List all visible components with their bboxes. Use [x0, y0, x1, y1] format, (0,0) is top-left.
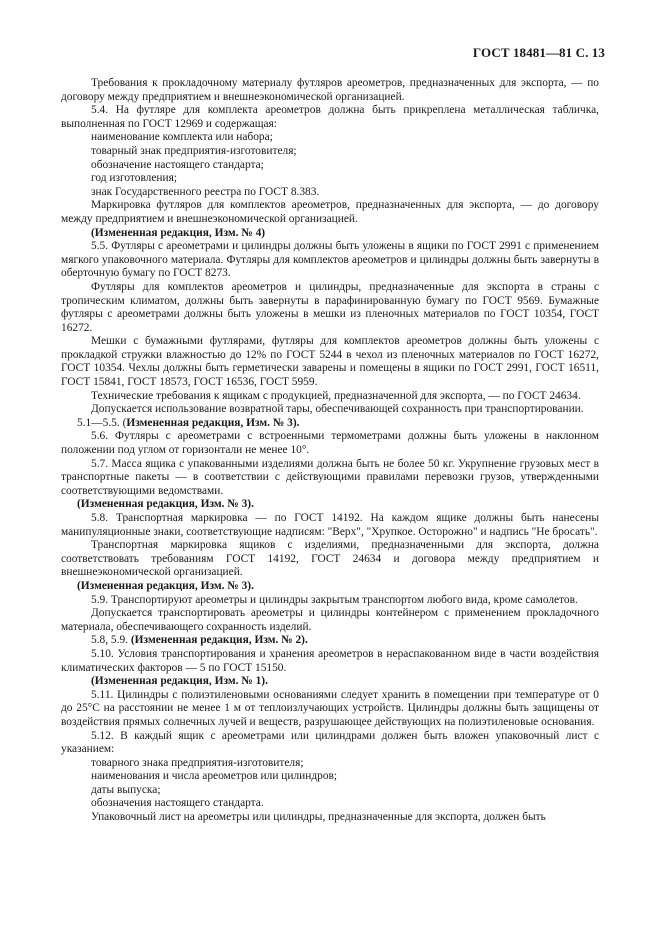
paragraph	[61, 634, 599, 648]
paragraph: Футляры для комплектов ареометров и цилиндры, предназначенные для экспорта в страны с тропическим климатом, должны быть завернуты в парафинированную бумагу по ГОСТ 9569. Бумажные футляры с ареометрами должны быть уложены в мешки из пленочных материалов по ГОСТ 10354, ГОСТ 16272.	[61, 280, 599, 334]
list-item: даты выпуска;	[91, 783, 161, 796]
paragraph: (Измененная редакция, Изм. № 3).	[77, 498, 254, 511]
paragraph: 5.10. Условия транспортирования и хранения ареометров в нераспакованном виде в части воздействия климатических факторов — 5 по ГОСТ 15150.	[61, 647, 599, 674]
paragraph: Допускается транспортировать ареометры и цилиндры контейнером с применением прокладочного материала, обеспечивающего сохранность изделий.	[61, 607, 599, 633]
revision-note: Измененная редакция, Изм. № 3).	[126, 416, 300, 429]
section-ref: 5.8, 5.9.	[91, 634, 131, 647]
paragraph: Упаковочный лист на ареометры или цилиндры, предназначенные для экспорта, должен быть	[91, 811, 546, 824]
paragraph: Допускается использование возвратной тары, обеспечивающей сохранность при транспортировании.	[91, 403, 584, 416]
paragraph	[61, 417, 599, 431]
paragraph: (Измененная редакция, Изм. № 3).	[77, 579, 254, 592]
revision-note: (Измененная редакция, Изм. № 2).	[130, 634, 308, 647]
paragraph: Требования к прокладочному материалу футляров ареометров, предназначенных для экспорта, — по договору между предприятием и внешнеэкономической организацией.	[61, 77, 599, 103]
list-item: наименование комплекта или набора;	[91, 131, 273, 144]
paragraph: Маркировка футляров для комплектов ареометров, предназначенных для экспорта, — до договору между предприятием и внешнеэкономической организацией.	[61, 199, 599, 225]
paragraph: (Измененная редакция, Изм. № 1).	[91, 675, 268, 688]
paragraph: 5.11. Цилиндры с полиэтиленовыми основаниями следует хранить в помещении при температуре от 0 до 25°С на расстоянии не менее 1 м от теплоизлучающих устройств. Цилиндры должны быть защищены от воздействия прямых солнечных лучей и веществ, разрушающее действующих на полиэтиленовые основания.	[61, 688, 599, 728]
paragraph: 5.6. Футляры с ареометрами с встроенными термометрами должны быть уложены в наклонном положении под углом от горизонтали не менее 10°.	[61, 430, 599, 457]
paragraph: Технические требования к ящикам с продукцией, предназначенной для экспорта, — по ГОСТ 24634.	[91, 389, 581, 402]
paragraph: 5.5. Футляры с ареометрами и цилиндры должны быть уложены в ящики по ГОСТ 2991 с применением мягкого упаковочного материала. Футляры для комплектов ареометров и цилиндры должны быть завернуты в оберточную бумагу по ГОСТ 8273.	[61, 240, 599, 280]
paragraph: 5.9. Транспортируют ареометры и цилиндры закрытым транспортом любого вида, кроме самолетов.	[91, 593, 578, 606]
section-ref: 5.1—5.5. (	[77, 416, 127, 429]
list-item: товарного знака предприятия-изготовителя;	[91, 756, 304, 769]
paragraph: 5.8. Транспортная маркировка — по ГОСТ 14192. На каждом ящике должны быть нанесены манипуляционные знаки, соответствующие надписям: "Верх", "Хрупкое. Осторожно" и надпись "Не бросать".	[61, 512, 599, 538]
paragraph: 5.12. В каждый ящик с ареометрами или цилиндрами должен быть вложен упаковочный лист с указанием:	[61, 729, 599, 756]
paragraph: (Измененная редакция, Изм. № 4)	[91, 226, 266, 239]
list-item: обозначение настоящего стандарта;	[91, 158, 264, 171]
paragraph: 5.7. Масса ящика с упакованными изделиями должна быть не более 50 кг. Укрупнение грузовых мест в транспортные пакеты — в соответствии с действующими правилами перевозки грузов, утвержденными соответствующими ведомствами.	[61, 457, 599, 497]
list-item: товарный знак предприятия-изготовителя;	[91, 144, 297, 157]
list-item: наименования и числа ареометров или цилиндров;	[91, 770, 338, 783]
paragraph: 5.4. На футляре для комплекта ареометров должна быть прикреплена металлическая табличка, выполненная по ГОСТ 12969 и содержащая:	[61, 104, 599, 130]
list-item: год изготовления;	[91, 172, 178, 185]
list-item: обозначения настоящего стандарта.	[91, 797, 264, 810]
paragraph: Транспортная маркировка ящиков с изделиями, предназначенными для экспорта, должна соответствовать требованиям ГОСТ 14192, ГОСТ 24634 и договора между предприятием и внешнеэкономической организацией.	[61, 539, 599, 579]
list-item: знак Государственного реестра по ГОСТ 8.383.	[91, 185, 320, 198]
page-header: ГОСТ 18481—81 С. 13	[472, 45, 605, 60]
paragraph: Мешки с бумажными футлярами, футляры для комплектов ареометров должны быть уложены с прокладкой стружки влажностью до 12% по ГОСТ 5244 в чехол из пленочных материалов по ГОСТ 16272, ГОСТ 10354. Чехлы должны быть герметически заварены и помещены в ящики по ГОСТ 2991, ГОСТ 16511, ГОСТ 15841, ГОСТ 18573, ГОСТ 16536, ГОСТ 5959.	[61, 335, 599, 389]
document-body	[61, 77, 599, 825]
